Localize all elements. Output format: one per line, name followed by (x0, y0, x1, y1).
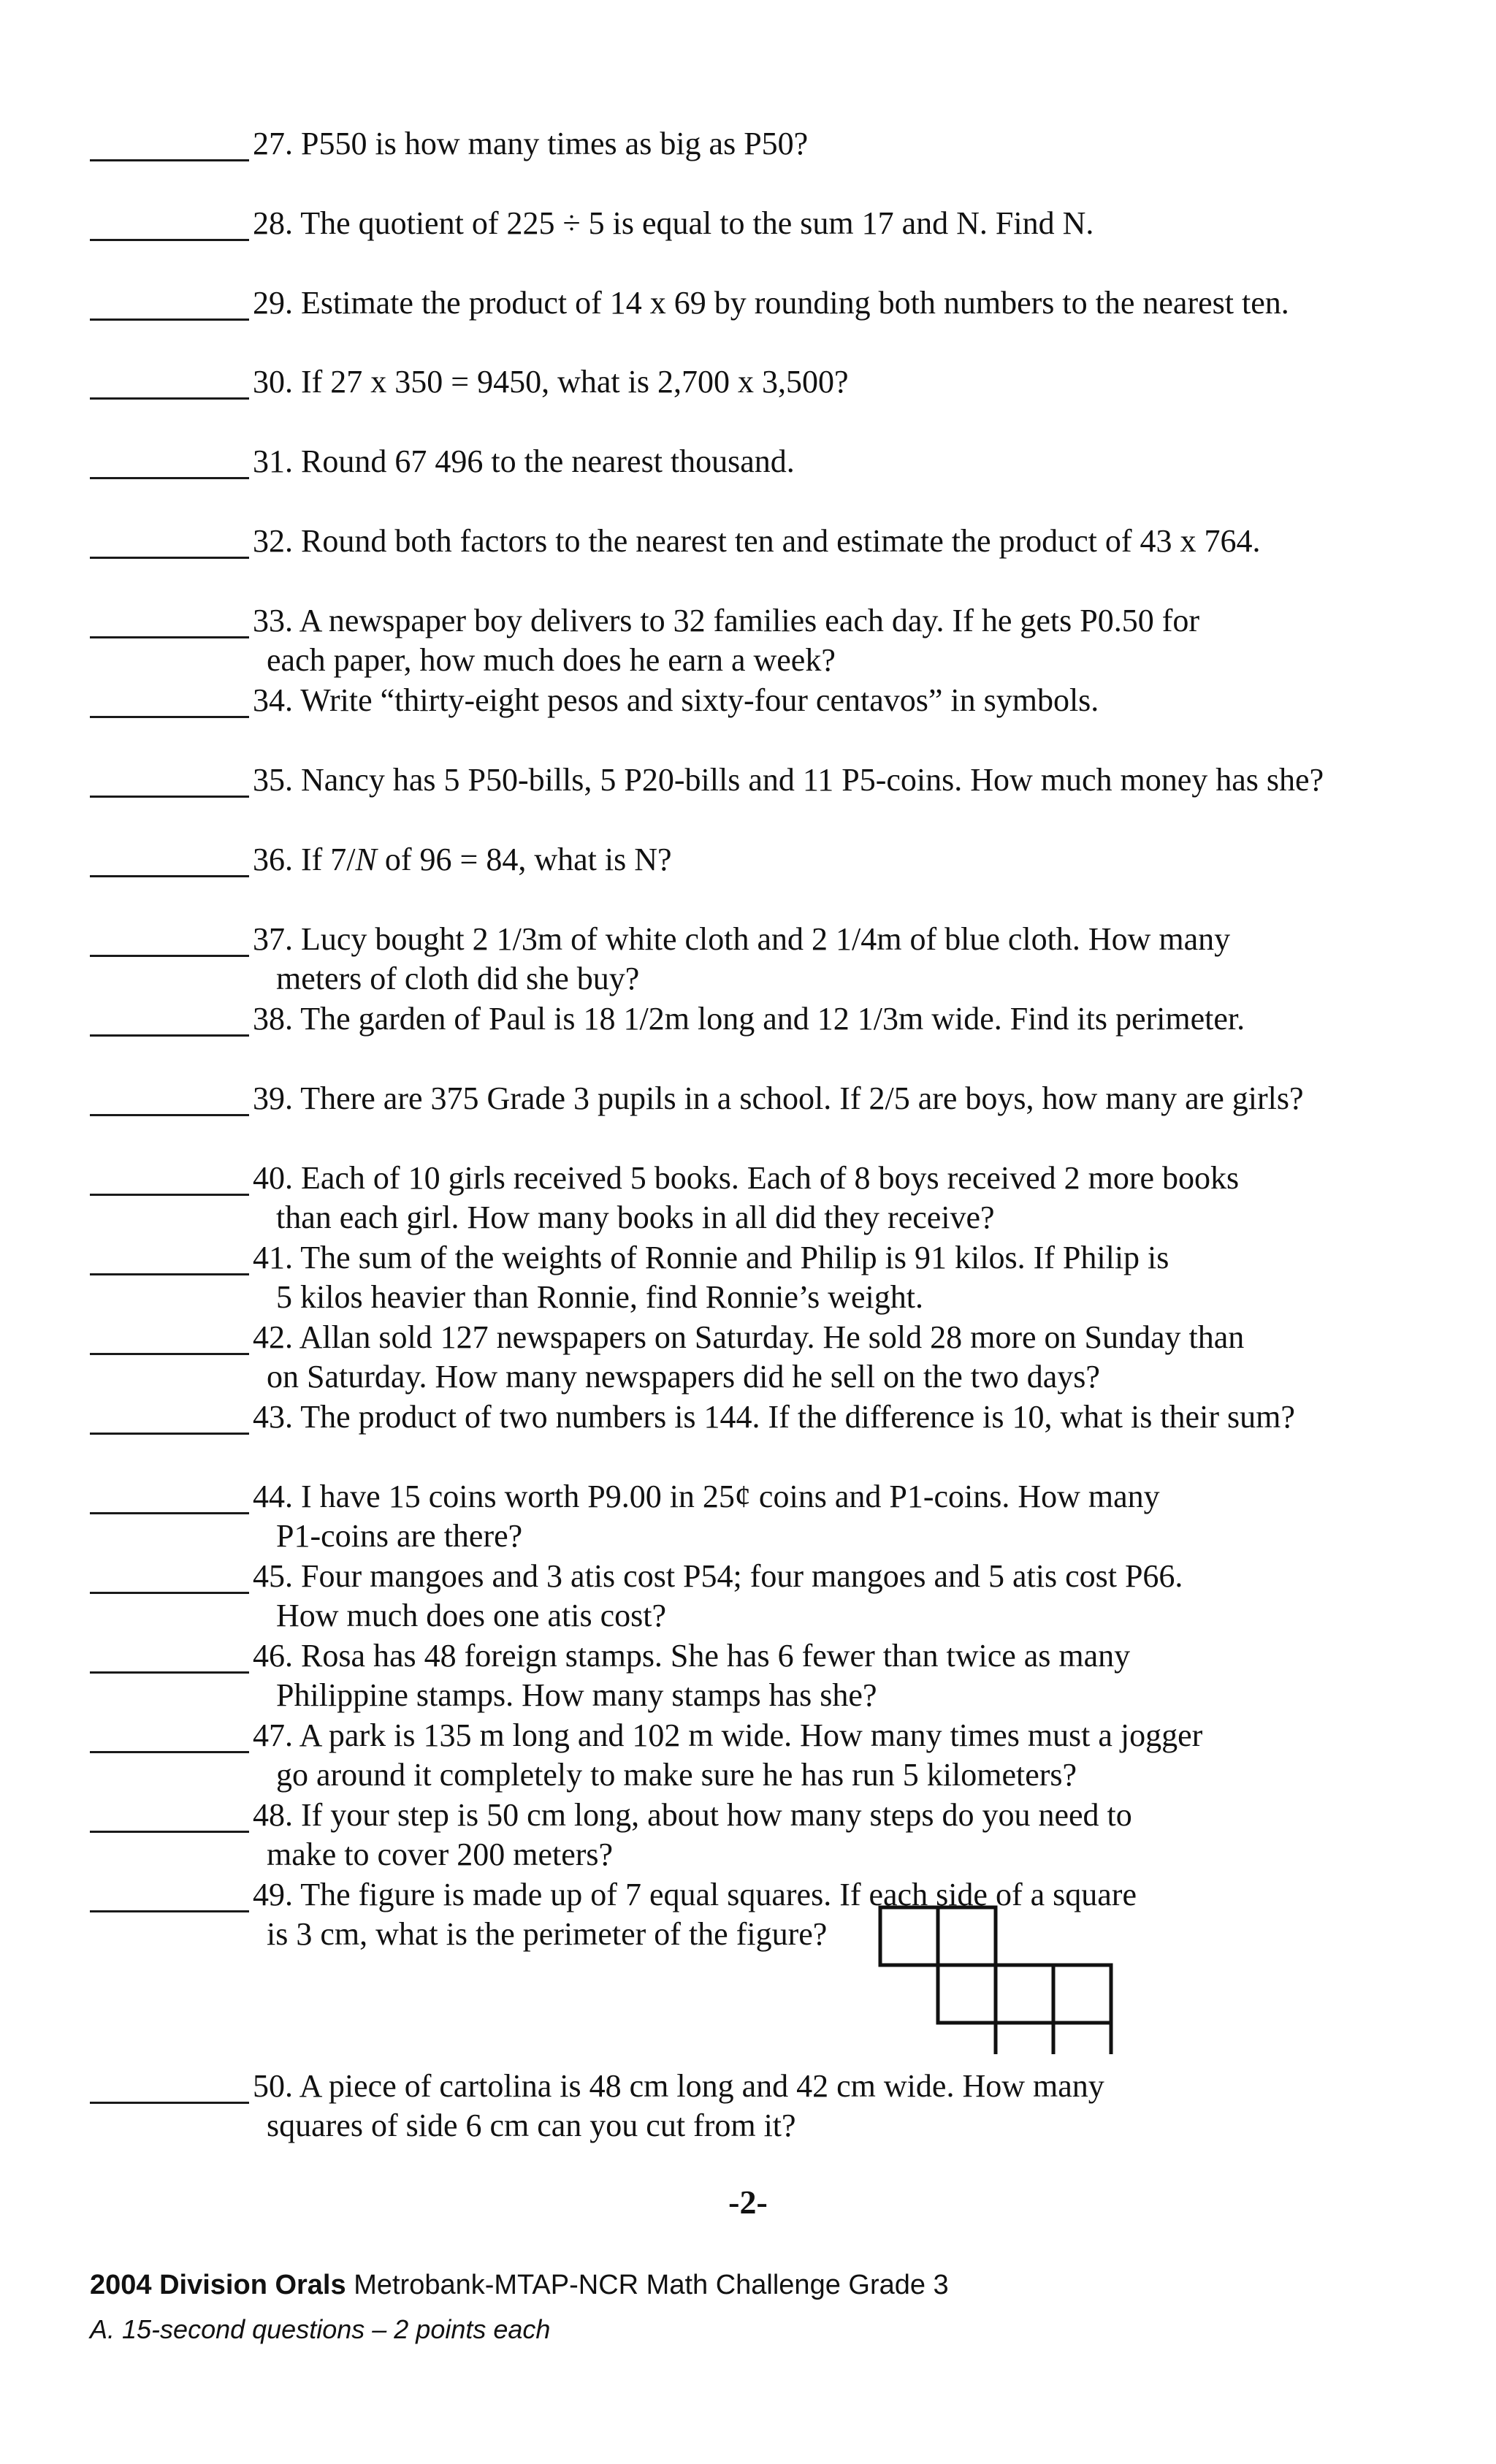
figure-square (938, 1907, 996, 1965)
answer-blank[interactable] (90, 1353, 249, 1355)
question-text: 34. Write “thirty-eight pesos and sixty-four centavos” in symbols. (253, 682, 1099, 718)
question-text: 40. Each of 10 girls received 5 books. Each of 8 boys received 2 more books (253, 1160, 1240, 1196)
figure-square (880, 1907, 938, 1965)
question-text: 49. The figure is made up of 7 equal squares. If each side of a square (253, 1877, 1137, 1912)
question-text: 47. A park is 135 m long and 102 m wide. How many times must a jogger (253, 1717, 1203, 1753)
answer-blank[interactable] (90, 1751, 249, 1753)
answer-blank[interactable] (90, 1592, 249, 1594)
question-text: 44. I have 15 coins worth P9.00 in 25¢ coins and P1-coins. How many (253, 1479, 1160, 1514)
answer-blank[interactable] (90, 1433, 249, 1435)
question-text-continued: go around it completely to make sure he has run 5 kilometers? (276, 1757, 1077, 1793)
figure-square (1053, 2023, 1111, 2054)
question-text: 31. Round 67 496 to the nearest thousand. (253, 443, 795, 479)
question-text: 48. If your step is 50 cm long, about how many steps do you need to (253, 1797, 1132, 1833)
figure-square (938, 1965, 996, 2023)
page-number: -2- (728, 2183, 768, 2221)
question-text-continued: each paper, how much does he earn a week? (267, 642, 836, 678)
answer-blank[interactable] (90, 557, 249, 559)
question-text-part: 36. If 7/ (253, 842, 356, 877)
question-text: 30. If 27 x 350 = 9450, what is 2,700 x 3,500? (253, 364, 849, 400)
footer-event: 2004 Division Orals (90, 2270, 346, 2300)
answer-blank[interactable] (90, 1910, 249, 1912)
answer-blank[interactable] (90, 239, 249, 241)
answer-blank[interactable] (90, 1114, 249, 1116)
question-text: 42. Allan sold 127 newspapers on Saturday. He sold 28 more on Sunday than (253, 1319, 1245, 1355)
figure-square (996, 1965, 1053, 2023)
answer-blank[interactable] (90, 2102, 249, 2104)
question-text: 46. Rosa has 48 foreign stamps. She has 6 fewer than twice as many (253, 1638, 1131, 1674)
answer-blank[interactable] (90, 319, 249, 321)
question-text: 45. Four mangoes and 3 atis cost P54; four mangoes and 5 atis cost P66. (253, 1558, 1183, 1594)
question-text: 33. A newspaper boy delivers to 32 families each day. If he gets P0.50 for (253, 603, 1200, 638)
question-text-continued: make to cover 200 meters? (267, 1836, 614, 1872)
question-text-continued: 5 kilos heavier than Ronnie, find Ronnie’s weight. (276, 1279, 923, 1315)
question-text-continued: is 3 cm, what is the perimeter of the figure? (267, 1916, 828, 1952)
seven-squares-figure (878, 1905, 1113, 2054)
question-text: 43. The product of two numbers is 144. If the difference is 10, what is their sum? (253, 1399, 1295, 1435)
answer-blank[interactable] (90, 716, 249, 718)
answer-blank[interactable] (90, 1671, 249, 1674)
question-text: 50. A piece of cartolina is 48 cm long and 42 cm wide. How many (253, 2068, 1104, 2104)
question-text-continued: How much does one atis cost? (276, 1598, 666, 1633)
answer-blank[interactable] (90, 1831, 249, 1833)
question-text: 37. Lucy bought 2 1/3m of white cloth and 2 1/4m of blue cloth. How many (253, 921, 1231, 957)
answer-blank[interactable] (90, 477, 249, 479)
question-text-continued: P1-coins are there? (276, 1518, 523, 1554)
figure-square (1053, 1965, 1111, 2023)
answer-blank[interactable] (90, 636, 249, 638)
answer-blank[interactable] (90, 1512, 249, 1514)
answer-blank[interactable] (90, 1273, 249, 1275)
question-text: 35. Nancy has 5 P50-bills, 5 P20-bills and 11 P5-coins. How much money has she? (253, 762, 1324, 798)
variable-n: N (355, 842, 377, 877)
question-text: 28. The quotient of 225 ÷ 5 is equal to the sum 17 and N. Find N. (253, 205, 1094, 241)
answer-blank[interactable] (90, 796, 249, 798)
answer-blank[interactable] (90, 875, 249, 877)
question-text: 38. The garden of Paul is 18 1/2m long and 12 1/3m wide. Find its perimeter. (253, 1001, 1245, 1037)
answer-blank[interactable] (90, 159, 249, 161)
answer-blank[interactable] (90, 955, 249, 957)
figure-square (996, 2023, 1053, 2054)
footer-competition: Metrobank-MTAP-NCR Math Challenge Grade 3 (346, 2270, 949, 2300)
question-text-continued: on Saturday. How many newspapers did he sell on the two days? (267, 1359, 1100, 1395)
question-text-continued: Philippine stamps. How many stamps has she? (276, 1677, 877, 1713)
answer-blank[interactable] (90, 1034, 249, 1037)
question-text-continued: meters of cloth did she buy? (276, 961, 640, 996)
question-text-part: of 96 = 84, what is N? (376, 842, 672, 877)
question-text-continued: than each girl. How many books in all did they receive? (276, 1199, 995, 1235)
answer-blank[interactable] (90, 397, 249, 400)
question-text: 29. Estimate the product of 14 x 69 by rounding both numbers to the nearest ten. (253, 285, 1289, 321)
question-text: 41. The sum of the weights of Ronnie and Philip is 91 kilos. If Philip is (253, 1240, 1169, 1275)
footer-title (90, 2270, 949, 2301)
question-text (253, 840, 672, 880)
answer-blank[interactable] (90, 1194, 249, 1196)
question-text: 39. There are 375 Grade 3 pupils in a school. If 2/5 are boys, how many are girls? (253, 1080, 1304, 1116)
footer-section: A. 15-second questions – 2 points each (90, 2314, 551, 2344)
question-text: 32. Round both factors to the nearest ten and estimate the product of 43 x 764. (253, 523, 1261, 559)
question-text: 27. P550 is how many times as big as P50? (253, 126, 809, 161)
question-text-continued: squares of side 6 cm can you cut from it? (267, 2108, 796, 2143)
